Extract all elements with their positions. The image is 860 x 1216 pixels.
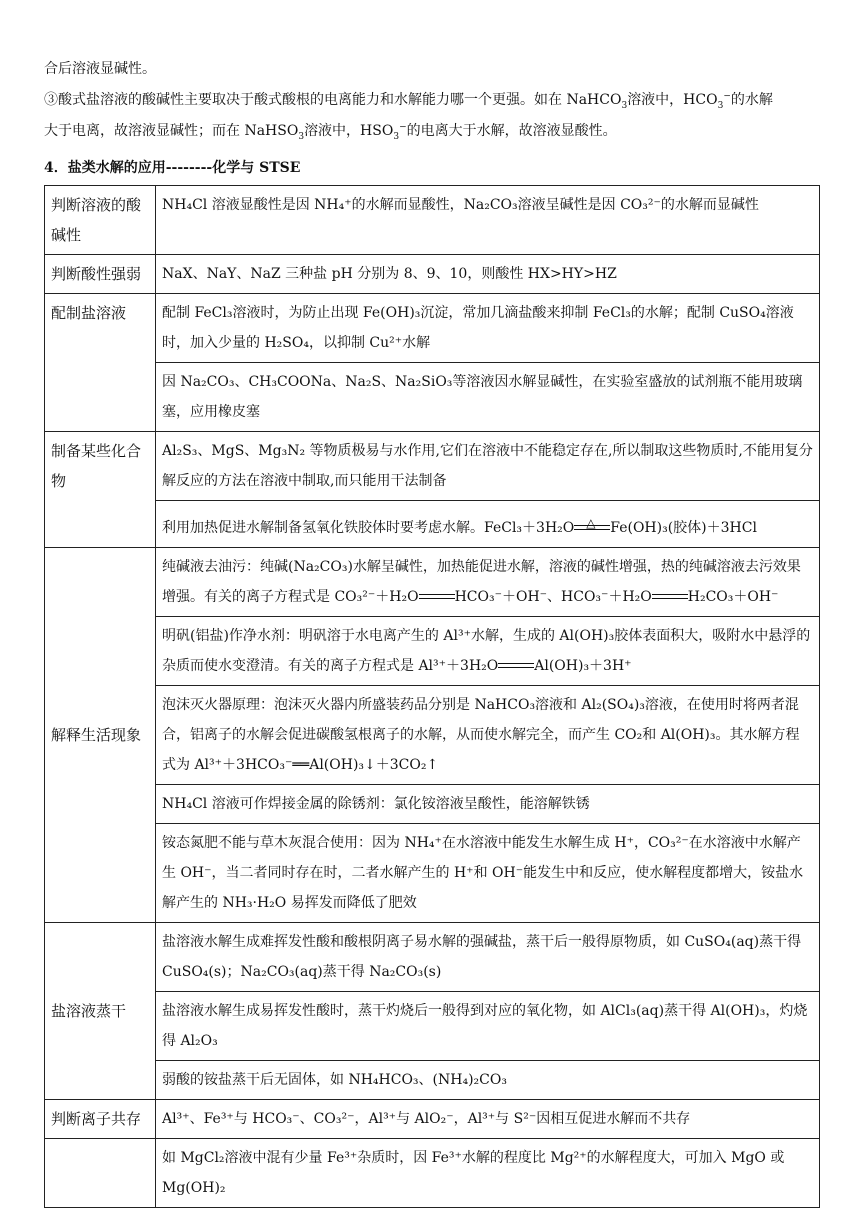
- table-row: [45, 686, 820, 785]
- category-cell: 解释生活现象: [45, 548, 156, 923]
- equilibrium-arrow: [419, 591, 455, 603]
- content-cell: Al³⁺、Fe³⁺与 HCO₃⁻、CO₃²⁻，Al³⁺与 AlO₂⁻，Al³⁺与 S²⁻因相互促进水解而不共存: [156, 1100, 820, 1139]
- table-row: [45, 294, 820, 363]
- point-3: ③酸式盐溶液的酸碱性主要取决于酸式酸根的电离能力和水解能力哪一个更强。如在 NaHCO$_3$溶液中，$HCO_3^-$的水解 大于电离，故溶液显碱性；而在 NaHSO$_3$溶液中，$HSO_3^-$的电离大于水解，故溶液显酸性。: [44, 91, 773, 142]
- table-row: [45, 1100, 820, 1139]
- equilibrium-arrow: [498, 660, 534, 672]
- equilibrium-arrow: [652, 591, 688, 603]
- table-row: [45, 1061, 820, 1100]
- category-cell: 判断离子共存: [45, 1100, 156, 1139]
- document-page: [44, 0, 820, 1208]
- table-row: [45, 432, 820, 501]
- table-row: [45, 186, 820, 255]
- content-cell: 因 Na₂CO₃、CH₃COONa、Na₂S、Na₂SiO₃等溶液因水解显碱性，在实验室盛放的试剂瓶不能用玻璃塞，应用橡皮塞: [156, 363, 820, 432]
- table-row: [45, 617, 820, 686]
- content-cell: 如 MgCl₂溶液中混有少量 Fe³⁺杂质时，因 Fe³⁺水解的程度比 Mg²⁺的水解程度大，可加入 MgO 或 Mg(OH)₂: [156, 1139, 820, 1208]
- content-cell: 弱酸的铵盐蒸干后无固体，如 NH₄HCO₃、(NH₄)₂CO₃: [156, 1061, 820, 1100]
- heat-equilibrium-arrow: △: [574, 522, 610, 534]
- table-row: [45, 363, 820, 432]
- table-row: [45, 501, 820, 548]
- table-row: [45, 255, 820, 294]
- content-cell: Al₂S₃、MgS、Mg₃N₂ 等物质极易与水作用,它们在溶液中不能稳定存在,所以制取这些物质时,不能用复分解反应的方法在溶液中制取,而只能用干法制备: [156, 432, 820, 501]
- content-cell: NH₄Cl 溶液可作焊接金属的除锈剂：氯化铵溶液呈酸性，能溶解铁锈: [156, 785, 820, 824]
- table-row: [45, 1139, 820, 1208]
- intro-line: 合后溶液显碱性。: [44, 61, 156, 77]
- content-cell: NaX、NaY、NaZ 三种盐 pH 分别为 8、9、10，则酸性 HX>HY>HZ: [156, 255, 820, 294]
- content-cell: 盐溶液水解生成易挥发性酸时，蒸干灼烧后一般得到对应的氧化物，如 AlCl₃(aq)蒸干得 Al(OH)₃，灼烧得 Al₂O₃: [156, 992, 820, 1061]
- table-row: [45, 824, 820, 923]
- category-cell: 制备某些化合物: [45, 432, 156, 548]
- table-row: [45, 992, 820, 1061]
- category-cell: 判断酸性强弱: [45, 255, 156, 294]
- content-cell: 利用加热促进水解制备氢氧化铁胶体时要考虑水解。FeCl₃＋3H₂O △ Fe(OH)₃(胶体)＋3HCl: [156, 501, 820, 548]
- table-row: [45, 785, 820, 824]
- table-row: [45, 548, 820, 617]
- content-cell: 盐溶液水解生成难挥发性酸和酸根阴离子易水解的强碱盐，蒸干后一般得原物质，如 CuSO₄(aq)蒸干得 CuSO₄(s)；Na₂CO₃(aq)蒸干得 Na₂CO₃(s): [156, 923, 820, 992]
- table-row: [45, 923, 820, 992]
- content-cell: 泡沫灭火器原理：泡沫灭火器内所盛装药品分别是 NaHCO₃溶液和 Al₂(SO₄)₃溶液，在使用时将两者混合，铝离子的水解会促进碳酸氢根离子的水解，从而使水解完全，而产生 CO₂和 Al(OH)₃。其水解方程式为 Al³⁺＋3HCO₃⁻══Al(OH)₃↓＋3CO₂↑: [156, 686, 820, 785]
- category-cell: 盐溶液蒸干: [45, 923, 156, 1100]
- application-table: [44, 185, 820, 1208]
- content-cell: 纯碱液去油污：纯碱(Na₂CO₃)水解呈碱性，加热能促进水解，溶液的碱性增强，热的纯碱溶液去污效果增强。有关的离子方程式是 CO₃²⁻＋H₂O HCO₃⁻＋OH⁻、HCO₃⁻＋H₂O H₂CO₃＋OH⁻: [156, 548, 820, 617]
- content-cell: NH₄Cl 溶液显酸性是因 NH₄⁺的水解而显酸性，Na₂CO₃溶液呈碱性是因 CO₃²⁻的水解而显碱性: [156, 186, 820, 255]
- category-cell: 配制盐溶液: [45, 294, 156, 432]
- content-cell: 铵态氮肥不能与草木灰混合使用：因为 NH₄⁺在水溶液中能发生水解生成 H⁺，CO₃²⁻在水溶液中水解产生 OH⁻，当二者同时存在时，二者水解产生的 H⁺和 OH⁻能发生中和反应，使水解程度都增大，铵盐水解产生的 NH₃·H₂O 易挥发而降低了肥效: [156, 824, 820, 923]
- section-heading: 4．盐类水解的应用--------化学与 STSE: [44, 160, 301, 176]
- category-cell: 判断溶液的酸碱性: [45, 186, 156, 255]
- content-cell: 配制 FeCl₃溶液时，为防止出现 Fe(OH)₃沉淀，常加几滴盐酸来抑制 FeCl₃的水解；配制 CuSO₄溶液时，加入少量的 H₂SO₄，以抑制 Cu²⁺水解: [156, 294, 820, 363]
- content-cell: 明矾(铝盐)作净水剂：明矾溶于水电离产生的 Al³⁺水解，生成的 Al(OH)₃胶体表面积大，吸附水中悬浮的杂质而使水变澄清。有关的离子方程式是 Al³⁺＋3H₂O Al(OH)₃＋3H⁺: [156, 617, 820, 686]
- category-cell: [45, 1139, 156, 1208]
